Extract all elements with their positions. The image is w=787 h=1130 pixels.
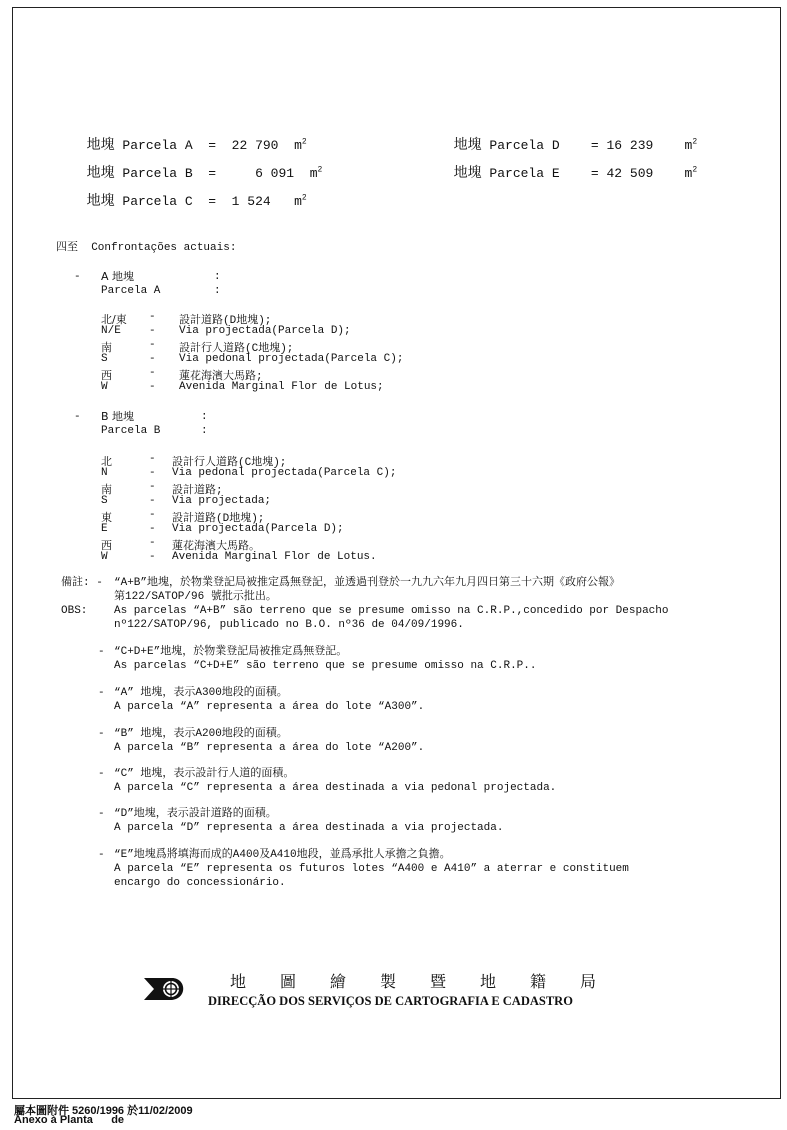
- annex-line-1: 屬本圖附件 5260/1996 於11/02/2009: [14, 1105, 193, 1117]
- parcel-b-dash: -: [74, 411, 81, 423]
- unit-sup: 2: [301, 137, 307, 147]
- note-pt: A parcela “C” representa a área destinada a via pedonal projectada.: [114, 782, 557, 794]
- area-row-c: [71, 175, 307, 210]
- note-pt: A parcela “B” representa a área do lote “A200”.: [114, 742, 425, 754]
- parcel-zh: 地塊: [86, 137, 115, 153]
- parcel-label: Parcela A: [122, 138, 193, 153]
- direction: 西: [101, 371, 112, 383]
- direction: W: [101, 381, 108, 393]
- dash: -: [149, 381, 156, 393]
- direction: W: [101, 551, 108, 563]
- unit: m: [294, 138, 302, 153]
- direction: S: [101, 495, 108, 507]
- note-dash: -: [98, 849, 105, 861]
- confrontacoes-zh: 四至: [56, 240, 78, 253]
- direction: 北: [101, 457, 112, 469]
- note-zh: “A” 地塊，表示A300地段的面積。: [114, 687, 288, 699]
- dash: -: [149, 367, 156, 379]
- boundary-text: Via pedonal projectada(Parcela C);: [179, 353, 404, 365]
- unit: m: [684, 138, 693, 153]
- unit: m: [684, 166, 693, 181]
- direction: N: [101, 467, 108, 479]
- parcel-a-colon-2: :: [214, 285, 221, 297]
- direction: 南: [101, 485, 112, 497]
- area-row-e: [438, 147, 697, 182]
- notes-first-zh-1: “A+B”地塊，於物業登記局被推定爲無登記，並透過刊登於一九九六年九月四日第三十六期《政府公報》: [114, 577, 621, 589]
- parcel-label: Parcela E: [489, 166, 560, 181]
- boundary-text: 設計道路(D地塊);: [179, 315, 272, 327]
- boundary-text: 設計道路;: [172, 485, 223, 497]
- note-pt: A parcela “E” representa os futuros lotes “A400 e A410” a aterrar e constituem: [114, 863, 629, 875]
- dash: -: [149, 551, 156, 563]
- notes-first-pt-2: nº122/SATOP/96, publicado no B.O. nº36 de 04/09/1996.: [114, 619, 464, 631]
- equals: =: [208, 166, 217, 181]
- equals: =: [590, 166, 599, 181]
- direction: 北/東: [101, 313, 127, 326]
- area-value: 16 239: [606, 138, 654, 153]
- note-zh: “D”地塊，表示設計道路的面積。: [114, 808, 277, 820]
- parcel-b-colon-1: :: [201, 411, 208, 423]
- direction: 南: [101, 343, 112, 355]
- boundary-text: Via projectada;: [172, 495, 272, 507]
- parcel-a-head-pt: Parcela A: [101, 285, 161, 297]
- notes-first-zh-2: 第122/SATOP/96 號批示批出。: [114, 591, 277, 603]
- notes-label-zh: 備註: -: [61, 577, 103, 589]
- boundary-text: Via projectada(Parcela D);: [172, 523, 344, 535]
- dash: -: [149, 509, 156, 521]
- equals: =: [590, 138, 599, 153]
- direction: N/E: [101, 325, 121, 337]
- dash: -: [149, 495, 156, 507]
- parcel-b-head-zh: B 地塊: [101, 410, 135, 423]
- parcel-label: Parcela D: [489, 138, 560, 153]
- unit-sup: 2: [301, 193, 307, 203]
- unit-sup: 2: [692, 165, 698, 175]
- boundary-text: Avenida Marginal Flor de Lotus;: [179, 381, 384, 393]
- boundary-text: Avenida Marginal Flor de Lotus.: [172, 551, 377, 563]
- parcel-b-head-pt: Parcela B: [101, 425, 161, 437]
- note-pt: A parcela “A” representa a área do lote “A300”.: [114, 701, 425, 713]
- boundary-text: Via pedonal projectada(Parcela C);: [172, 467, 397, 479]
- note-zh: “B” 地塊，表示A200地段的面積。: [114, 728, 288, 740]
- direction: 東: [101, 513, 112, 525]
- note-dash: -: [98, 728, 105, 740]
- dash: -: [149, 523, 156, 535]
- parcel-zh: 地塊: [86, 165, 115, 181]
- boundary-text: 設計行人道路(C地塊);: [179, 343, 294, 355]
- direction: S: [101, 353, 108, 365]
- note-dash: -: [98, 808, 105, 820]
- equals: =: [208, 138, 217, 153]
- direction: E: [101, 523, 108, 535]
- note-dash: -: [98, 646, 105, 658]
- boundary-text: Via projectada(Parcela D);: [179, 325, 351, 337]
- note-pt: As parcelas “C+D+E” são terreno que se presume omisso na C.R.P..: [114, 660, 537, 672]
- area-value: 22 790: [231, 138, 279, 153]
- area-value: 42 509: [606, 166, 654, 181]
- parcel-zh: 地塊: [453, 137, 482, 153]
- parcel-b-colon-2: :: [201, 425, 208, 437]
- dash: -: [149, 325, 156, 337]
- parcel-label: Parcela C: [122, 194, 193, 209]
- parcel-label: Parcela B: [122, 166, 193, 181]
- note-zh: “E”地塊爲將填海而成的A400及A410地段，並爲承批人承擔之負擔。: [114, 849, 451, 861]
- dash: -: [149, 339, 156, 351]
- note-zh: “C” 地塊，表示設計行人道的面積。: [114, 768, 295, 780]
- notes-first-pt-1: As parcelas “A+B” são terreno que se presume omisso na C.R.P.,concedido por Despacho: [114, 605, 669, 617]
- note-dash: -: [98, 768, 105, 780]
- annex-line-2: Anexo à Planta de: [14, 1114, 125, 1126]
- dash: -: [149, 311, 156, 323]
- dash: -: [149, 453, 156, 465]
- parcel-a-colon-1: :: [214, 271, 221, 283]
- unit-sup: 2: [692, 137, 698, 147]
- unit: m: [294, 194, 302, 209]
- note-dash: -: [98, 687, 105, 699]
- parcel-zh: 地塊: [453, 165, 482, 181]
- agency-name-pt: DIRECÇÃO DOS SERVIÇOS DE CARTOGRAFIA E CADASTRO: [208, 994, 573, 1008]
- boundary-text: 蓮花海濱大馬路;: [179, 371, 263, 383]
- notes-label-pt: OBS:: [61, 605, 88, 617]
- dash: -: [149, 353, 156, 365]
- boundary-text: 設計道路(D地塊);: [172, 513, 265, 525]
- boundary-text: 蓮花海濱大馬路。: [172, 541, 260, 553]
- boundary-text: 設計行人道路(C地塊);: [172, 457, 287, 469]
- dscc-logo-icon: [142, 972, 190, 1004]
- dash: -: [149, 467, 156, 479]
- direction: 西: [101, 541, 112, 553]
- unit-sup: 2: [317, 165, 323, 175]
- parcel-a-dash: -: [74, 271, 81, 283]
- area-value: 6 091: [255, 166, 295, 181]
- parcel-zh: 地塊: [86, 193, 115, 209]
- equals: =: [208, 194, 217, 209]
- dash: -: [149, 481, 156, 493]
- note-pt: A parcela “D” representa a área destinada a via projectada.: [114, 822, 504, 834]
- dash: -: [149, 537, 156, 549]
- confrontacoes-heading: [56, 241, 236, 254]
- confrontacoes-title: Confrontações actuais:: [91, 242, 237, 254]
- unit: m: [309, 166, 318, 181]
- parcel-a-head-zh: A 地塊: [101, 270, 135, 283]
- agency-name-zh: 地圖繪製暨地籍局: [230, 972, 631, 991]
- note-zh: “C+D+E”地塊，於物業登記局被推定爲無登記。: [114, 646, 348, 658]
- area-value: 1 524: [231, 194, 271, 209]
- note-pt: encargo do concessionário.: [114, 877, 286, 889]
